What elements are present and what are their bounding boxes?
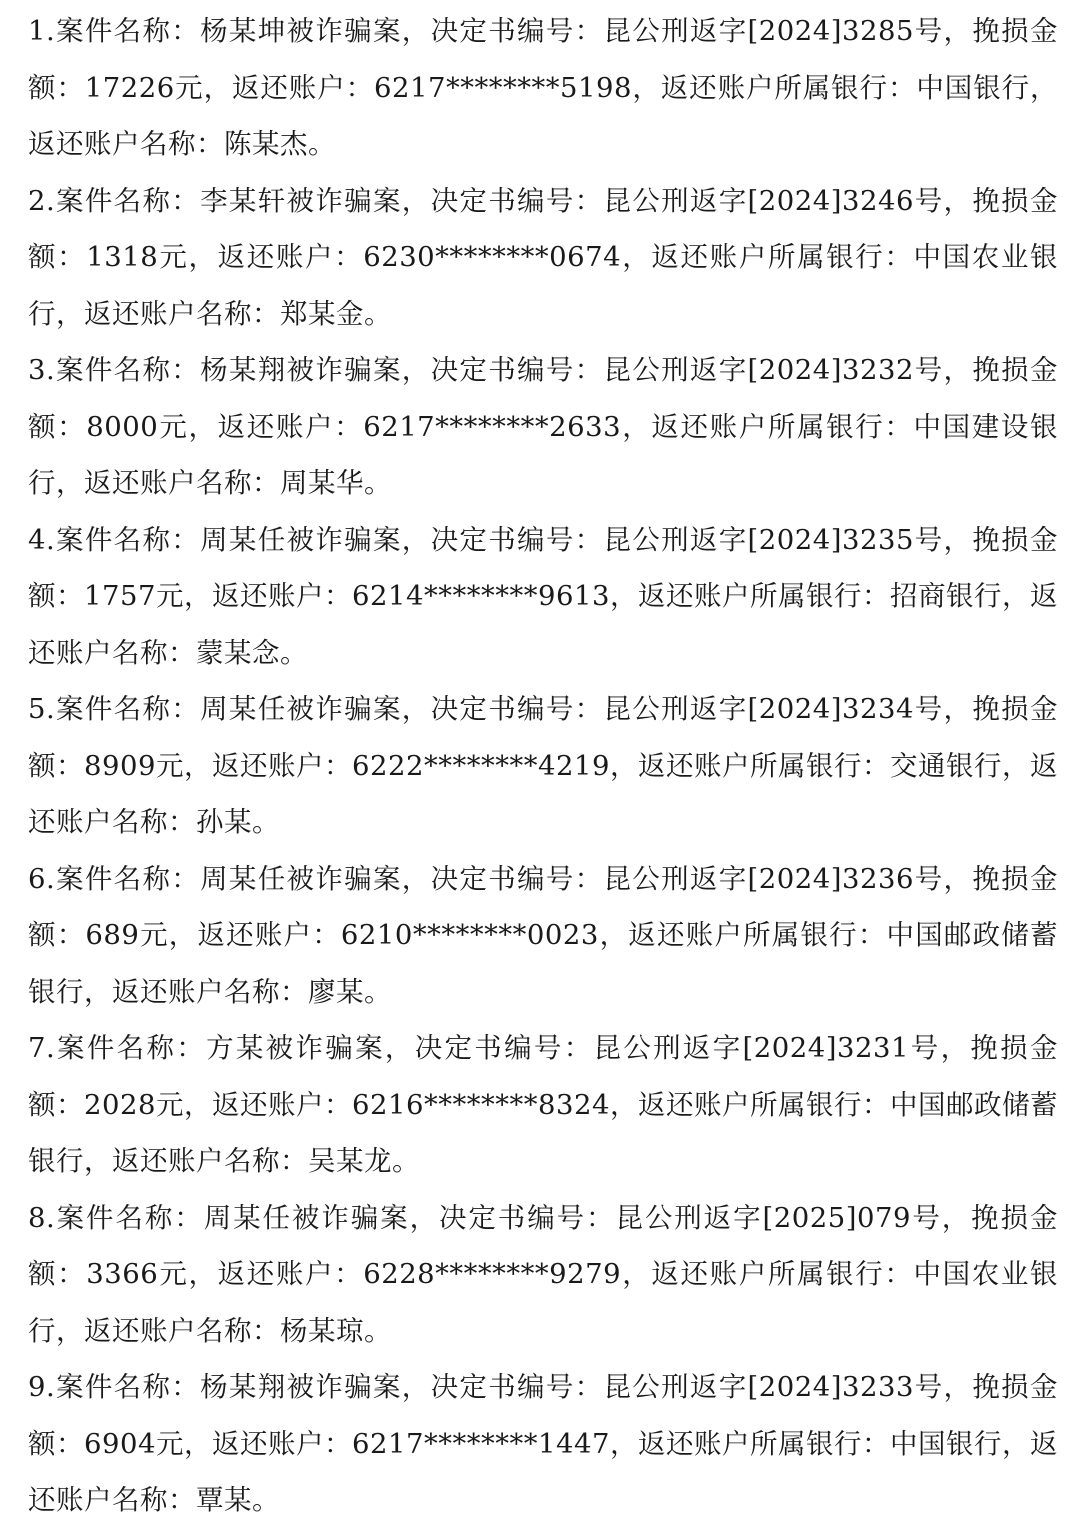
case-entry-9: 9.案件名称：杨某翔被诈骗案，决定书编号：昆公刑返字[2024]3233号，挽损金额：6904元，返还账户：6217********1447，返还账户所属银行：中国银行，返还账户名称：覃某。 (28, 1371, 1058, 1516)
case-entry-3: 3.案件名称：杨某翔被诈骗案，决定书编号：昆公刑返字[2024]3232号，挽损金额：8000元，返还账户：6217********2633，返还账户所属银行：中国建设银行，返还账户名称：周某华。 (28, 354, 1058, 499)
case-entry-5: 5.案件名称：周某任被诈骗案，决定书编号：昆公刑返字[2024]3234号，挽损金额：8909元，返还账户：6222********4219，返还账户所属银行：交通银行，返还账户名称：孙某。 (28, 693, 1058, 838)
case-entry-1: 1.案件名称：杨某坤被诈骗案，决定书编号：昆公刑返字[2024]3285号，挽损金额：17226元，返还账户：6217********5198，返还账户所属银行：中国银行，返还账户名称：陈某杰。 (28, 15, 1058, 160)
case-entry-8: 8.案件名称：周某任被诈骗案，决定书编号：昆公刑返字[2025]079号，挽损金额：3366元，返还账户：6228********9279，返还账户所属银行：中国农业银行，返还账户名称：杨某琼。 (28, 1201, 1058, 1347)
case-entry-6: 6.案件名称：周某任被诈骗案，决定书编号：昆公刑返字[2024]3236号，挽损金额：689元，返还账户：6210********0023，返还账户所属银行：中国邮政储蓄银行，返还账户名称：廖某。 (28, 862, 1058, 1008)
case-entry-7: 7.案件名称：方某被诈骗案，决定书编号：昆公刑返字[2024]3231号，挽损金额：2028元，返还账户：6216********8324，返还账户所属银行：中国邮政储蓄银行，返还账户名称：吴某龙。 (28, 1032, 1058, 1177)
document-body (28, 0, 1058, 1529)
case-entry-4: 4.案件名称：周某任被诈骗案，决定书编号：昆公刑返字[2024]3235号，挽损金额：1757元，返还账户：6214********9613，返还账户所属银行：招商银行，返还账户名称：蒙某念。 (28, 523, 1058, 669)
case-entry-2: 2.案件名称：李某轩被诈骗案，决定书编号：昆公刑返字[2024]3246号，挽损金额：1318元，返还账户：6230********0674，返还账户所属银行：中国农业银行，返还账户名称：郑某金。 (28, 184, 1058, 330)
